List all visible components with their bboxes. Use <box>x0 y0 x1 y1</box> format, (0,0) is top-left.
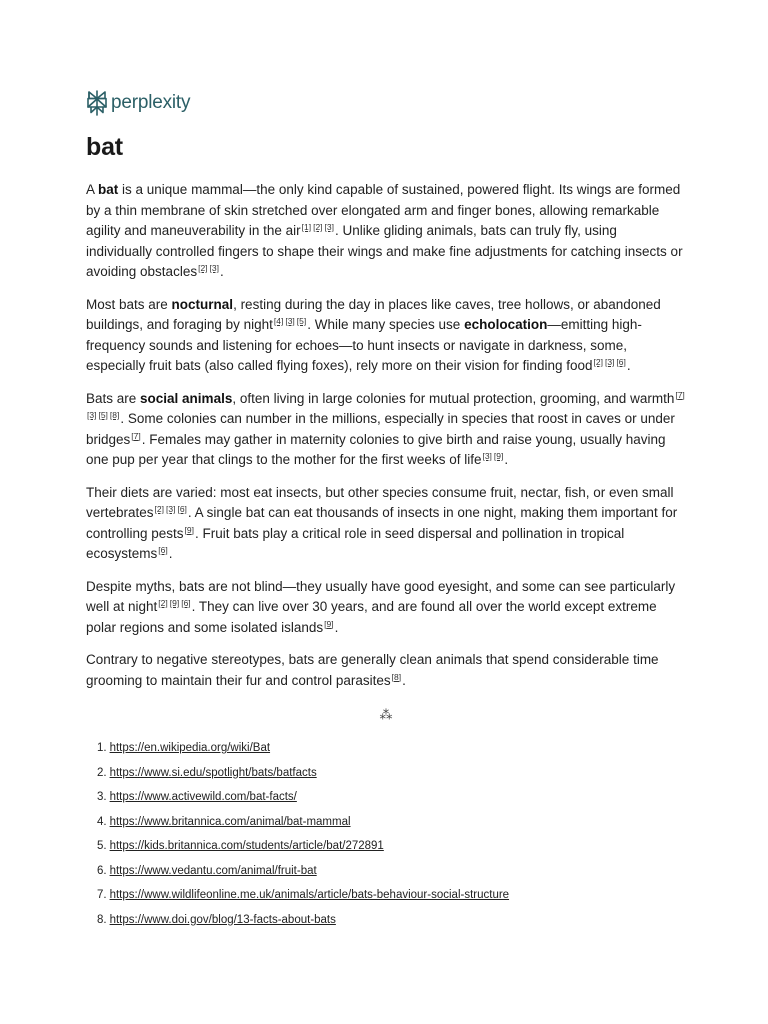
text-run: . Fruit bats play a critical role in seed dispersal and pollination in tropical ecosystems <box>86 525 625 561</box>
text-run: Bats are <box>86 390 141 406</box>
bold-term: social animals <box>140 390 233 406</box>
paragraph <box>86 180 686 283</box>
citation-link[interactable]: [2] <box>154 504 164 514</box>
citation-link[interactable]: [9] <box>184 524 195 535</box>
citation-link[interactable]: [5] <box>98 410 108 420</box>
citation-link[interactable]: [3] <box>324 222 334 232</box>
citation-link[interactable]: [5] <box>296 316 307 326</box>
reference-number: 4. <box>97 815 107 828</box>
citation-link[interactable]: [6] <box>616 357 626 367</box>
brand-header <box>86 88 686 118</box>
paragraph <box>86 483 686 565</box>
bold-term: bat <box>98 182 119 197</box>
text-run: A <box>86 182 99 197</box>
citation-link[interactable]: [7] <box>131 430 141 441</box>
citation-link[interactable]: [9] <box>324 618 334 629</box>
text-run: . They can live over 30 years, and are found all over the world except extreme polar regions and some isolated islands <box>86 599 657 635</box>
text-run: , often living in large colonies for mutual protection, grooming, and warmth <box>232 390 675 406</box>
reference-item <box>86 741 686 756</box>
citation-link[interactable]: [3] <box>209 263 219 273</box>
text-run: , resting during the day in places like caves, tree hollows, or abandoned buildings, and foraging by night <box>86 296 661 332</box>
reference-item <box>86 839 686 854</box>
text-run: . Some colonies can number in the millions, especially in species that roost in caves or under bridges <box>86 411 675 447</box>
reference-link[interactable]: https://www.wildlifeonline.me.uk/animals/article/bats-behaviour-social-structure <box>109 889 510 901</box>
text-run: Their diets are varied: most eat insects, but other species consume fruit, nectar, fish, or even small vertebrates <box>86 484 674 520</box>
reference-link[interactable]: https://www.vedantu.com/animal/fruit-bat <box>109 864 317 877</box>
page-title: bat <box>86 133 123 161</box>
reference-link[interactable]: https://www.activewild.com/bat-facts/ <box>109 791 297 803</box>
reference-number: 7. <box>97 889 107 901</box>
reference-item <box>86 913 686 928</box>
brand-name: perplexity <box>111 92 191 113</box>
reference-link[interactable]: https://www.britannica.com/animal/bat-mammal <box>109 815 351 828</box>
text-run: . Females may gather in maternity colonies to give birth and raise young, usually having one pup per year that clings to the mother for the first weeks of life <box>86 431 666 467</box>
text-run: . <box>334 619 339 635</box>
bold-term: echolocation <box>464 317 548 332</box>
citation-link[interactable]: [4] <box>273 316 284 326</box>
citation-link[interactable]: [3] <box>482 451 492 461</box>
reference-number: 1. <box>97 742 107 754</box>
reference-link[interactable]: https://en.wikipedia.org/wiki/Bat <box>109 742 271 754</box>
paragraph <box>86 389 686 471</box>
citation-link[interactable]: [3] <box>166 504 176 514</box>
citation-link[interactable]: [2] <box>158 598 168 608</box>
paragraph <box>86 577 686 639</box>
reference-number: 6. <box>97 864 107 877</box>
citation-link[interactable]: [8] <box>391 671 402 682</box>
citation-link[interactable]: [3] <box>87 410 97 420</box>
paragraph <box>86 295 686 377</box>
text-run: —emitting high-frequency sounds and listening for echoes—to hunt insects or navigate in darkness, some, especially fruit bats (also called flying foxes), rely more on their vision for finding food <box>86 317 642 373</box>
reference-number: 8. <box>97 913 107 926</box>
reference-number: 3. <box>97 791 107 803</box>
text-run: . Unlike gliding animals, bats can truly fly, using individually controlled fingers to shape their wings and make fine adjustments for catching insects or avoiding obstacles <box>86 223 683 279</box>
text-run: . <box>402 672 406 688</box>
citation-link[interactable]: [3] <box>285 316 295 326</box>
reference-number: 2. <box>97 766 107 779</box>
citation-link[interactable]: [2] <box>198 263 208 273</box>
citation-link[interactable]: [7] <box>675 389 685 400</box>
citation-link[interactable]: [2] <box>313 222 323 232</box>
text-run: . <box>168 546 173 561</box>
reference-number: 5. <box>97 840 107 852</box>
citation-link[interactable]: [8] <box>109 410 120 420</box>
article-body <box>86 180 686 691</box>
reference-item <box>86 888 686 903</box>
reference-list <box>86 741 686 928</box>
text-run: . <box>504 452 509 467</box>
text-run: . <box>219 264 224 279</box>
citation-link[interactable]: [6] <box>177 504 187 514</box>
text-run: . A single bat can eat thousands of insects in one night, making them important for controlling pests <box>86 505 678 541</box>
text-run: Contrary to negative stereotypes, bats are generally clean animals that spend considerable time grooming to maintain their fur and control parasites <box>86 652 659 688</box>
reference-item <box>86 815 686 830</box>
citation-link[interactable]: [2] <box>593 357 603 367</box>
reference-link[interactable]: https://www.si.edu/spotlight/bats/batfacts <box>109 766 317 779</box>
section-divider: ⁂ <box>379 707 393 722</box>
text-run: Most bats are <box>86 296 172 312</box>
citation-link[interactable]: [6] <box>158 545 168 555</box>
citation-link[interactable]: [1] <box>301 222 312 232</box>
text-run: . While many species use <box>307 317 465 332</box>
text-run: Despite myths, bats are not blind—they usually have good eyesight, and some can see particularly well at night <box>86 578 676 614</box>
document-page <box>86 88 686 937</box>
citation-link[interactable]: [9] <box>493 451 504 461</box>
paragraph <box>86 650 686 691</box>
text-run: . <box>626 358 631 373</box>
reference-item <box>86 766 686 781</box>
reference-link[interactable]: https://www.doi.gov/blog/13-facts-about-bats <box>109 913 336 926</box>
citation-link[interactable]: [9] <box>169 598 180 608</box>
text-run: is a unique mammal—the only kind capable of sustained, powered flight. Its wings are formed by a thin membrane of skin stretched over elongated arm and finger bones, allowing remarkable agility and maneuverability in the air <box>86 182 681 238</box>
citation-link[interactable]: [6] <box>181 598 191 608</box>
reference-item <box>86 790 686 805</box>
bold-term: nocturnal <box>171 296 234 312</box>
perplexity-logo-icon <box>86 90 108 116</box>
citation-link[interactable]: [3] <box>604 357 615 367</box>
reference-link[interactable]: https://kids.britannica.com/students/article/bat/272891 <box>109 840 384 852</box>
reference-item <box>86 864 686 879</box>
